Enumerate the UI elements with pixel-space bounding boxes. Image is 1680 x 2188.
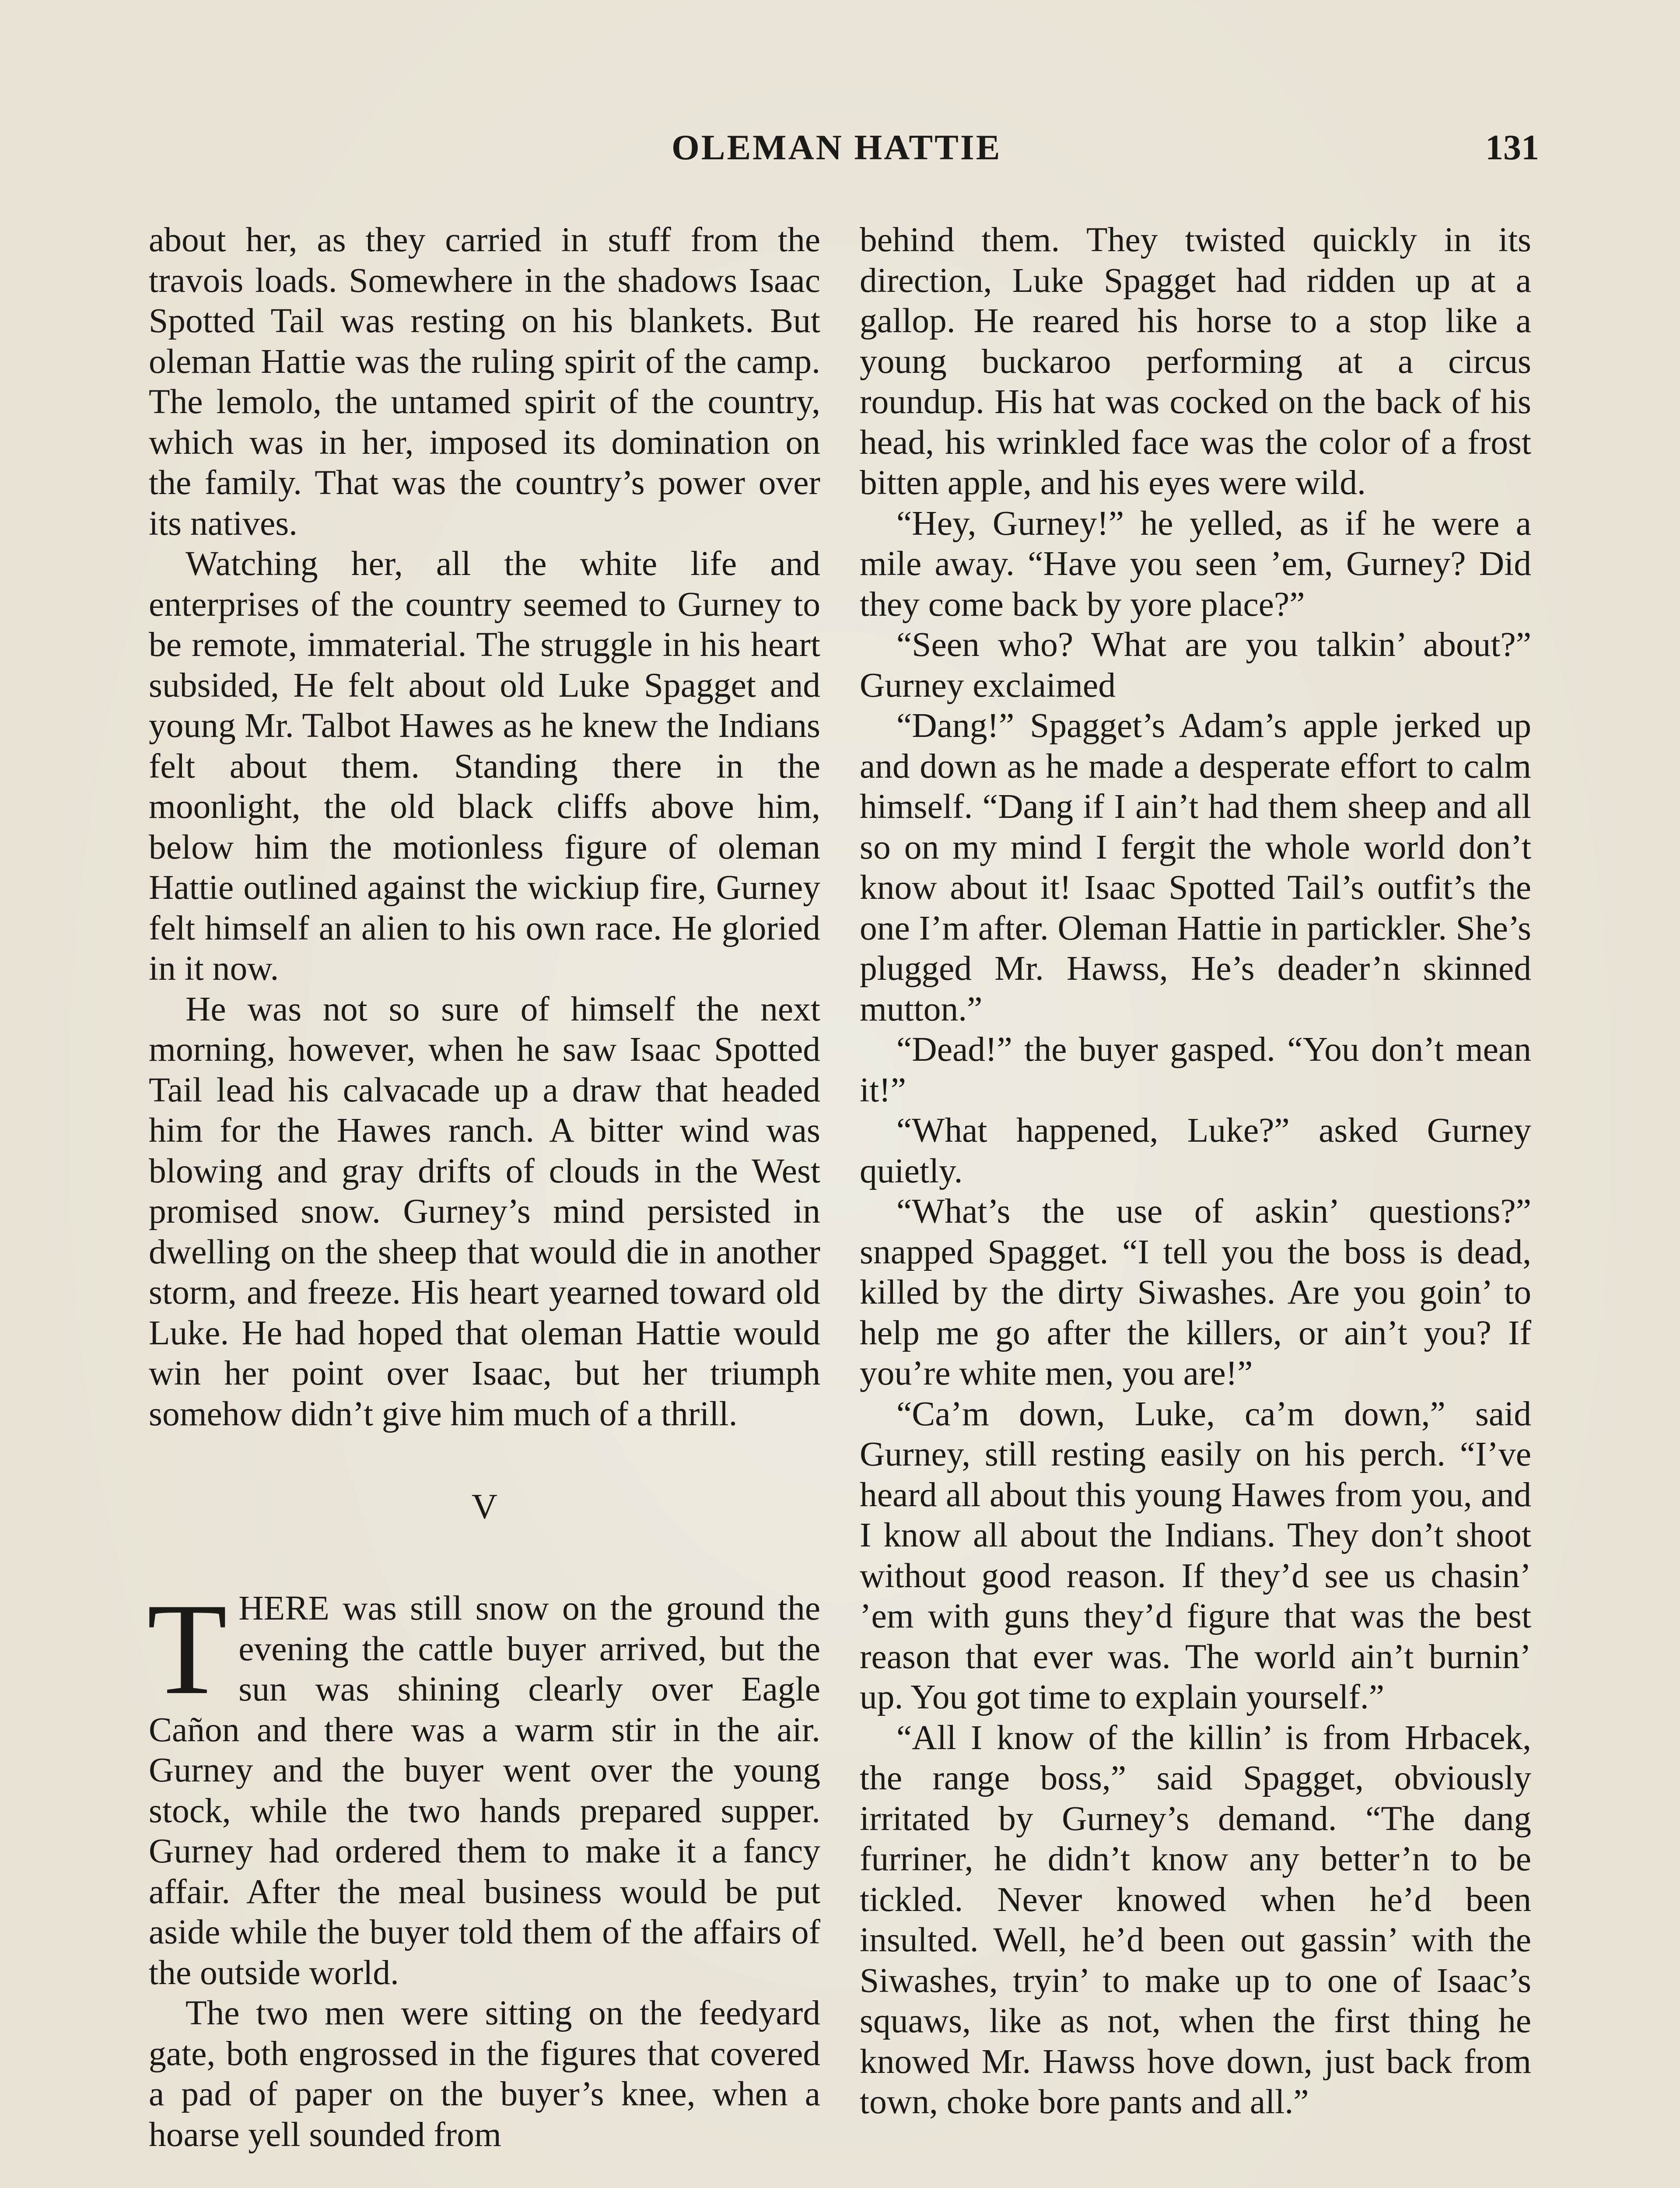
paragraph: The two men were sitting on the feedyard gate, both engrossed in the figures that covered a pad of paper on the buyer’s knee, when a hoarse yell sounded from [149, 1994, 820, 2154]
left-column [149, 220, 820, 2155]
running-title: OLEMAN HATTIE [672, 127, 1002, 167]
paragraph: “All I know of the killin’ is from Hrbacek, the range boss,” said Spagget, obviously irritated by Gurney’s demand. “The dang furriner, he didn’t know any better’n to be tickled. Never knowed when he’d been insulted. Well, he’d been out gassin’ with the Siwashes, tryin’ to make up to one of Isaac’s squaws, like as not, when the first thing he knowed Mr. Hawss hove down, just back from town, choke bore pants and all.” [860, 1718, 1531, 2121]
paragraph: about her, as they carried in stuff from the travois loads. Somewhere in the shadows Isaac Spotted Tail was resting on his blankets. But oleman Hattie was the ruling spirit of the camp. The lemolo, the untamed spirit of the country, which was in her, imposed its domination on the family. That was the country’s power over its natives. [149, 221, 820, 543]
page-number: 131 [1485, 127, 1539, 167]
paragraph: Watching her, all the white life and enterprises of the country seemed to Gurney to be remote, immaterial. The struggle in his heart subsided, He felt about old Luke Spagget and young Mr. Talbot Hawes as he knew the Indians felt about them. Standing there in the moonlight, the old black cliffs above him, below him the motionless figure of oleman Hattie outlined against the wickiup fire, Gurney felt himself an alien to his own race. He gloried in it now. [149, 544, 820, 988]
paragraph: “Dang!” Spagget’s Adam’s apple jerked up and down as he made a desperate effort to calm himself. “Dang if I ain’t had them sheep and all so on my mind I fergit the whole world don’t know about it! Isaac Spotted Tail’s outfit’s the one I’m after. Oleman Hattie in partickler. She’s plugged Mr. Hawss, He’s deader’n skinned mutton.” [860, 706, 1531, 1028]
drop-cap: T [147, 1576, 228, 1722]
paragraph-text: was still snow on the ground the evening the cattle buyer arrived, but the sun was shining clearly over Eagle Cañon and there was a warm stir in the air. Gurney and the buyer went over the young stock, while the two hands prepared supper. Gurney had ordered them to make it a fancy affair. After the meal business would be put aside while the buyer told them of the affairs of the outside world. [149, 1589, 820, 1992]
paragraph: “What’s the use of askin’ questions?” snapped Spagget. “I tell you the boss is dead, killed by the dirty Siwashes. Are you goin’ to help me go after the killers, or ain’t you? If you’re white men, you are!” [860, 1192, 1531, 1392]
paragraph: behind them. They twisted quickly in its direction, Luke Spagget had ridden up at a gallop. He reared his horse to a stop like a young buckaroo performing at a circus roundup. His hat was cocked on the back of his head, his wrinkled face was the color of a frost bitten apple, and his eyes were wild. [860, 221, 1531, 502]
right-column [860, 220, 1531, 2122]
section-heading: V [471, 1487, 498, 1526]
paragraph: “What happened, Luke?” asked Gurney quietly. [860, 1111, 1531, 1190]
paragraph: “Dead!” the buyer gasped. “You don’t mean it!” [860, 1030, 1531, 1109]
section-opening-paragraph [147, 1576, 820, 1993]
paragraph: He was not so sure of himself the next morning, however, when he saw Isaac Spotted Tail lead his calvacade up a draw that headed him for the Hawes ranch. A bitter wind was blowing and gray drifts of clouds in the West promised snow. Gurney’s mind persisted in dwelling on the sheep that would die in another storm, and freeze. His heart yearned toward old Luke. He had hoped that oleman Hattie would win her point over Isaac, but her triumph somehow didn’t give him much of a thrill. [149, 989, 820, 1433]
paragraph: “Hey, Gurney!” he yelled, as if he were a mile away. “Have you seen ’em, Gurney? Did they come back by yore place?” [860, 504, 1531, 624]
opening-caps: HERE [238, 1589, 329, 1627]
paragraph: “Seen who? What are you talkin’ about?” Gurney exclaimed [860, 625, 1531, 705]
paragraph: “Ca’m down, Luke, ca’m down,” said Gurney, still resting easily on his perch. “I’ve heard all about this young Hawes from you, and I know all about the Indians. They don’t shoot without good reason. If they’d see us chasin’ ’em with guns they’d figure that was the best reason that ever was. The world ain’t burnin’ up. You got time to explain yourself.” [860, 1394, 1531, 1716]
